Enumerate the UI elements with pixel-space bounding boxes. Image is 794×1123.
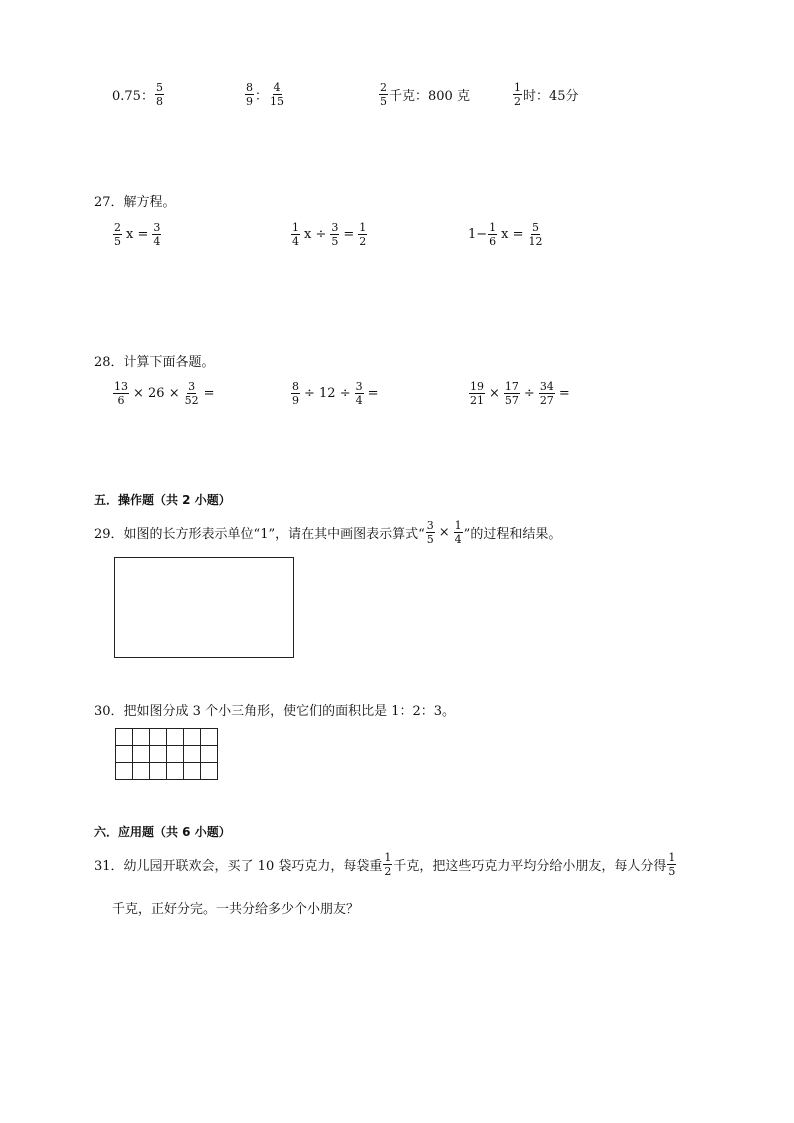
triangle-grid[interactable] [115, 728, 218, 780]
operator: ÷ [523, 386, 535, 401]
section-heading-5: 五．操作题（共 2 小题） [94, 493, 231, 507]
q27-title: 27．解方程。 [94, 195, 176, 210]
q31-text-line-2: 千克，正好分完。一共分给多少个小朋友？ [112, 902, 360, 917]
fraction: $\frac{1}{2}$ [359, 221, 367, 248]
equals: = [558, 386, 570, 401]
q29-tail: ”的过程和结果。 [463, 527, 562, 542]
fraction: $\frac{1}{2}$ [514, 81, 521, 108]
fraction: $\frac{34}{27}$ [539, 380, 554, 407]
fraction: $\frac{1}{4}$ [454, 519, 462, 546]
ratio-3 [378, 82, 470, 107]
fraction: $\frac{1}{4}$ [292, 221, 299, 248]
ratio-colon: ： [255, 89, 269, 104]
q28-expression-1 [112, 381, 218, 406]
fraction: $\frac{1}{6}$ [489, 221, 497, 248]
variable: x = [126, 227, 149, 242]
q29-text [94, 520, 561, 545]
q31-part-a: 31．幼儿园开联欢会，买了 10 袋巧克力，每袋重 [94, 859, 383, 874]
fraction: $\frac{2}{5}$ [114, 221, 121, 248]
equals: = [343, 227, 355, 242]
fraction: $\frac{3}{4}$ [153, 221, 161, 248]
fraction: $\frac{3}{4}$ [355, 380, 363, 407]
fraction: $\frac{8}{9}$ [246, 81, 253, 108]
operator: × [489, 386, 500, 401]
fraction: $\frac{13}{6}$ [114, 380, 128, 407]
fraction: $\frac{5}{12}$ [528, 221, 543, 248]
q31-text-line-1 [94, 852, 677, 877]
fraction: $\frac{17}{57}$ [504, 380, 519, 407]
unit-rectangle[interactable] [114, 557, 294, 658]
variable: x ÷ [304, 227, 327, 242]
q29-lead: 29．如图的长方形表示单位“1”，请在其中画图表示算式“ [94, 527, 425, 542]
variable: x = [501, 227, 524, 242]
fraction: $\frac{3}{5}$ [426, 519, 434, 546]
q31-part-b: 千克，把这些巧克力平均分给小朋友，每人分得 [393, 859, 667, 874]
fraction: $\frac{2}{5}$ [380, 81, 387, 108]
operator: × 26 × [133, 386, 180, 401]
ratio-4 [512, 82, 579, 107]
operator: ÷ 12 ÷ [304, 386, 351, 401]
ratio-3-tail: 千克：800 克 [389, 89, 470, 104]
fraction: $\frac{5}{8}$ [155, 81, 163, 108]
q27-equation-1 [112, 222, 162, 247]
fraction: $\frac{3}{52}$ [184, 380, 199, 407]
fraction: $\frac{19}{21}$ [470, 380, 484, 407]
ratio-4-tail: 时：45分 [523, 89, 579, 104]
fraction: $\frac{3}{5}$ [331, 221, 339, 248]
ratio-1-lead: 0.75： [112, 89, 154, 104]
q30-text: 30．把如图分成 3 个小三角形，使它们的面积比是 1：2：3。 [94, 704, 456, 719]
q28-title: 28．计算下面各题。 [94, 355, 215, 370]
operator: × [438, 525, 450, 540]
fraction: $\frac{4}{15}$ [270, 81, 285, 108]
section-heading-6: 六．应用题（共 6 小题） [94, 825, 231, 839]
fraction: $\frac{1}{5}$ [668, 851, 676, 878]
q28-expression-3 [468, 381, 573, 406]
ratio-1 [112, 82, 165, 107]
equals: = [367, 386, 379, 401]
q28-expression-2 [290, 381, 382, 406]
ratio-2 [244, 82, 286, 107]
fraction: $\frac{8}{9}$ [292, 380, 299, 407]
fraction: $\frac{1}{2}$ [384, 851, 392, 878]
q27-equation-3 [468, 222, 545, 247]
equals: = [203, 386, 215, 401]
q27-equation-2 [290, 222, 368, 247]
lead: 1− [468, 227, 488, 242]
